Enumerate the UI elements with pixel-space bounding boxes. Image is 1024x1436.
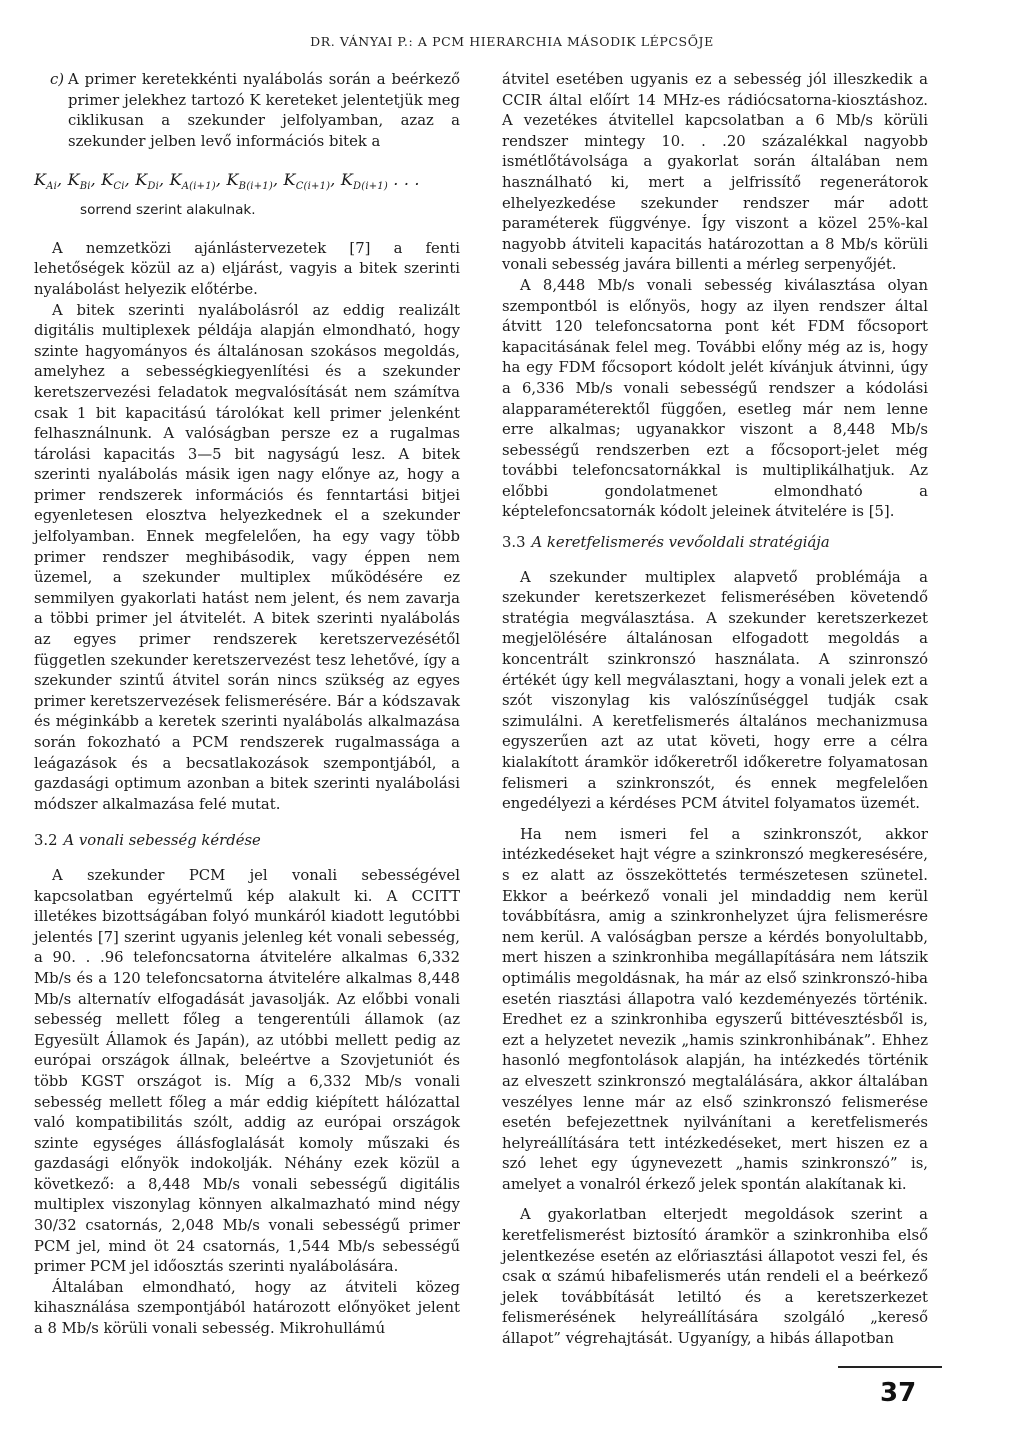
section-number: 3.2 bbox=[34, 832, 58, 850]
right-column bbox=[502, 70, 928, 1350]
section-heading bbox=[502, 533, 928, 554]
section-heading bbox=[34, 831, 460, 852]
left-column bbox=[34, 70, 460, 1340]
paragraph: A szekunder PCM jel vonali sebességével kapcsolatban egyértelmű kép alakult ki. A CCITT illetékes bizottságában folyó munkáról kiadott legutóbbi jelentés [7] szerint ugyanis jelenleg két vonali sebesség, a 90. . .96 telefoncsatorna átvitelére alkalmas 6,332 Mb/s és a 120 telefoncsatorna átvitelére alkalmas 8,448 Mb/s alternatív elfogadását javasolják. Az előbbi vonali sebesség mellett főleg a tengerentúli államok (az Egyesült Államok és Japán), az utóbbi mellett pedig az európai országok állnak, beleértve a Szovjetuniót és több KGST országot is. Míg a 6,332 Mb/s vonali sebesség mellett főleg a már eddig kiépített hálózattal való kompatibilitás szólt, addig az európai országok szinte egységes állásfoglalását komoly műszaki és gazdasági előnyök indokolják. Néhány ezek közül a következő: a 8,448 Mb/s vonali sebességű digitális multiplex viszonylag könnyen alkalmazható mind négy 30/32 csatornás, 2,048 Mb/s vonali sebességű primer PCM jel, mind öt 24 csatornás, 1,544 Mb/s sebességű primer PCM jel időosztás szerinti nyalábolására. bbox=[34, 866, 460, 1276]
paragraph: A nemzetközi ajánlástervezetek [7] a fenti lehetőségek közül az a) eljárást, vagyis a bitek szerinti nyalábolást helyezik előtérbe. bbox=[34, 239, 460, 298]
page-number: 37 bbox=[880, 1378, 917, 1408]
formula bbox=[34, 170, 460, 198]
formula-expression: $K_{Ai}$, $K_{Bi}$, $K_{Ci}$, $K_{Di}$, $K_{A(i+1)}$, $K_{B(i+1)}$, $K_{C(i+1)}$, $K_{D(i+1)}$ . . . bbox=[34, 170, 420, 193]
list-item-label: c) bbox=[50, 71, 65, 88]
section-title: A keretfelismerés vevőoldali stratégiája bbox=[531, 534, 830, 552]
paragraph: Ha nem ismeri fel a szinkronszót, akkor intézkedéseket hajt végre a szinkronszó megkeresésére, s ez alatt az összeköttetés természetesen szünetel. Ekkor a beérkező vonali jel mindaddig nem kerül továbbításra, amig a szinkronhelyzet újra felismerésre nem kerül. A valóságban persze a kérdés bonyolultabb, mert hiszen a szinkronhiba megállapítására nem látszik optimális megoldásnak, ha már az első szinkronszó-hiba esetén riasztási állapotra való kezdeményezés történik. Eredhet ez a szinkronhiba egyszerű bittévesztésből is, ezt a helyzetet nevezik „hamis szinkronhibának”. Ehhez hasonló megfontolások alapján, ha intézkedés történik az elveszett szinkronszó megtalálására, akkor általában veszélyes lenne már az első szinkronszó felismerése esetén befejezettnek nyilvánítani a keretfelismerés helyreállítására tett intézkedéseket, mert hiszen ez a szó lehet egy úgynevezett „hamis szinkronszó” is, amelyet a vonalról érkező jelek spontán alakítanak ki. bbox=[502, 825, 928, 1193]
paragraph: A primer keretekkénti nyalábolás során a beérkező primer jelekhez tartozó K kereteket jelentetjük meg ciklikusan a szekunder jelfolyamban, azaz a szekunder jelben levő információs bitek a bbox=[68, 71, 460, 150]
paragraph: átvitel esetében ugyanis ez a sebesség jól illeszkedik a CCIR által előírt 14 MHz-es rádiócsatorna-kiosztáshoz. A vezetékes átvitellel kapcsolatban a 6 Mb/s körüli rendszer mintegy 10. . .20 százalékkal nagyobb ismétlőtávolsága a gyakorlat során általában nem használható ki, mert a jelfrissítő regenerátorok elhelyezkedése szekunder rendszer már adott paraméterek függvénye. Így viszont a közel 25%-kal nagyobb átviteli kapacitás határozottan a 8 Mb/s körüli vonali sebesség javára billenti a mérleg serpenyőjét. bbox=[502, 71, 928, 274]
paragraph: Általában elmondható, hogy az átviteli közeg kihasználása szempontjából határozott előnyöket jelent a 8 Mb/s körüli vonali sebesség. Mikrohullámú bbox=[34, 1278, 460, 1338]
formula-tail: sorrend szerint alakulnak. bbox=[80, 202, 256, 219]
paragraph: A gyakorlatban elterjedt megoldások szerint a keretfelismerést biztosító áramkör a szinkronhiba első jelentkezése esetén az előriasztási állapotot veszi fel, és csak α számú hibafelismerés után rendeli el a beérkező jelek továbbítását letiltó és a keretszerkezet felismerésének helyreállítására szolgáló „kereső állapot” végrehajtását. Ugyanígy, a hibás állapotban bbox=[502, 1206, 928, 1348]
paragraph: A szekunder multiplex alapvető problémája a szekunder keretszerkezet felismerésében követendő stratégia megválasztása. A szekunder keretszerkezet megjelölésére általánosan elfogadott megoldás a koncentrált szinkronszó használata. A szinronszó értékét úgy kell megválasztani, hogy a vonali jelek ezt a szót viszonylag kis valószínűséggel tudják csak szimulálni. A keretfelismerés általános mechanizmusa egyszerűen azt az utat követi, hogy erre a célra kialakított áramkör időkeretről időkeretre folyamatosan felismeri a szinkronszót, és ennek megfelelően engedélyezi a kérdéses PCM átvitel folyamatos üzemét. bbox=[502, 568, 928, 813]
running-header: DR. VÁNYAI P.: A PCM HIERARCHIA MÁSODIK LÉPCSŐJE bbox=[310, 34, 714, 49]
paragraph: A 8,448 Mb/s vonali sebesség kiválasztása olyan szempontból is előnyös, hogy az ilyen rendszer által átvitt 120 telefoncsatorna pont két FDM főcsoport kapacitásának felel meg. További előny még az is, hogy ha egy FDM főcsoport kódolt jelét kívánjuk átvinni, úgy a 6,336 Mb/s vonali sebességű rendszer a kódolási alapparaméterektől függően, esetleg már nem lenne erre alkalmas; ugyanakkor viszont a 8,448 Mb/s sebességű rendszerben ezt a főcsoport-jelet még további telefoncsatornákkal is multiplikálhatjuk. Az előbbi gondolatmenet elmondható a képtelefoncsatornák kódolt jeleinek átvitelére is [5]. bbox=[502, 276, 928, 521]
list-item-c bbox=[34, 70, 460, 152]
section-number: 3.3 bbox=[502, 534, 526, 552]
section-title: A vonali sebesség kérdése bbox=[63, 832, 261, 850]
footer-rule bbox=[838, 1366, 942, 1368]
paragraph: A bitek szerinti nyalábolásról az eddig realizált digitális multiplexek példája alapján elmondható, hogy szinte hagyományos és általánosan szokásos megoldás, amelyhez a sebességkiegyenlítési és a szekunder keretszervezési feladatok megvalósítását nem számítva csak 1 bit kapacitású tárolókat kell primer jelenként felhasználnunk. A valóságban persze ez a rugalmas tárolási kapacitás 3—5 bit nagyságú lesz. A bitek szerinti nyalábolás másik igen nagy előnye az, hogy a primer rendszerek információs és fenntartási bitjei egyenletesen elosztva helyezkednek el a szekunder jelfolyamban. Ennek megfelelően, ha egy vagy több primer rendszer meghibásodik, vagy éppen nem üzemel, a szekunder multiplex működésére ez semmilyen gyakorlati hatást nem jelent, és nem zavarja a többi primer jel átvitelét. A bitek szerinti nyalábolás az egyes primer rendszerek keretszervezésétől független szekunder keretszervezést tesz lehetővé, így a szekunder szintű átvitel során nincs szükség az egyes primer keretszervezések felismerésére. Bár a kódszavak és méginkább a keretek szerinti nyalábolás alkalmazása során fokozható a PCM rendszerek rugalmassága a leágazások és a becsatlakozások szempontjából, a gazdasági optimum azonban a bitek szerinti nyalábolási módszer alkalmazása felé mutat. bbox=[34, 301, 460, 813]
